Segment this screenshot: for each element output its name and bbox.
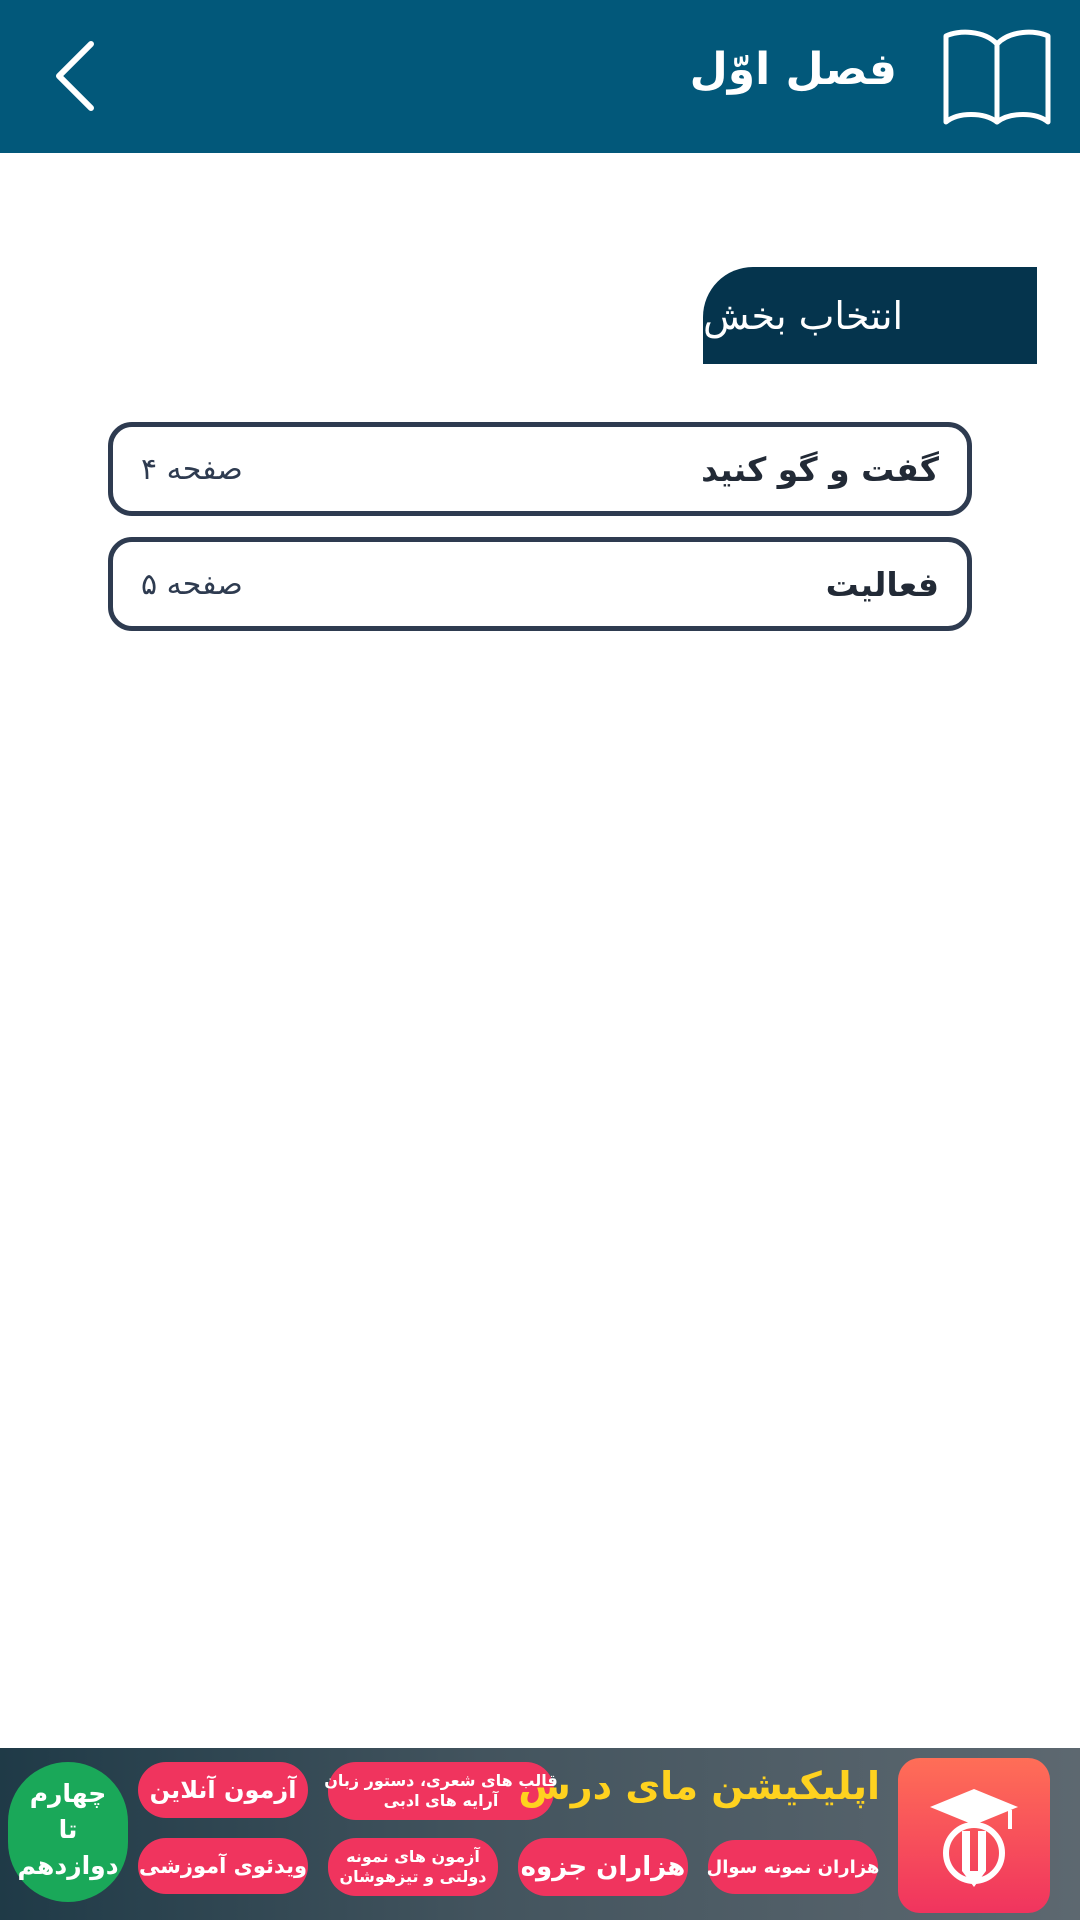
section-select-label: انتخاب بخش bbox=[703, 293, 904, 338]
section-select-tab bbox=[703, 267, 1037, 364]
ad-banner[interactable] bbox=[0, 1748, 1080, 1920]
section-list bbox=[108, 422, 972, 652]
chevron-left-icon bbox=[53, 40, 97, 112]
section-item-page: صفحه ۴ bbox=[141, 451, 243, 487]
ad-grade-line3: دوازدهم bbox=[17, 1851, 119, 1880]
top-app-bar bbox=[0, 0, 1080, 153]
open-book-icon bbox=[942, 26, 1052, 126]
graduation-pencil-logo-icon bbox=[924, 1781, 1024, 1891]
ad-pill-booklets: هزاران جزوه bbox=[518, 1838, 688, 1896]
ad-pill-online-exam: آزمون آنلاین bbox=[138, 1762, 308, 1818]
ad-pill-sample-exam-line2: دولتی و تیزهوشان bbox=[339, 1867, 487, 1886]
section-item-page: صفحه ۵ bbox=[141, 566, 243, 602]
page-title: فصل اوّل bbox=[689, 44, 897, 95]
ad-pill-sample-exam bbox=[328, 1838, 498, 1896]
ad-grade-badge bbox=[8, 1762, 128, 1902]
ad-grade-line2: تا bbox=[58, 1815, 78, 1844]
ad-pill-poetry-line1: قالب های شعری، دستور زبان bbox=[324, 1771, 558, 1790]
section-item-title: فعالیت bbox=[825, 564, 939, 604]
section-item-title: گفت و گو کنید bbox=[701, 449, 939, 489]
ad-headline: اپلیکیشن مای درس bbox=[518, 1764, 880, 1808]
ad-app-logo bbox=[898, 1758, 1050, 1913]
section-item-activity[interactable] bbox=[108, 537, 972, 631]
section-item-talk[interactable] bbox=[108, 422, 972, 516]
ad-pill-sample-exam-line1: آزمون های نمونه bbox=[346, 1847, 480, 1866]
ad-pill-video: ویدئوی آموزشی bbox=[138, 1838, 308, 1894]
ad-pill-poetry-line2: آرایه های ادبی bbox=[383, 1791, 499, 1810]
ad-grade-line1: چهارم bbox=[29, 1779, 107, 1808]
ad-pill-questions: هزاران نمونه سوال bbox=[708, 1840, 878, 1894]
back-button[interactable] bbox=[30, 30, 120, 122]
